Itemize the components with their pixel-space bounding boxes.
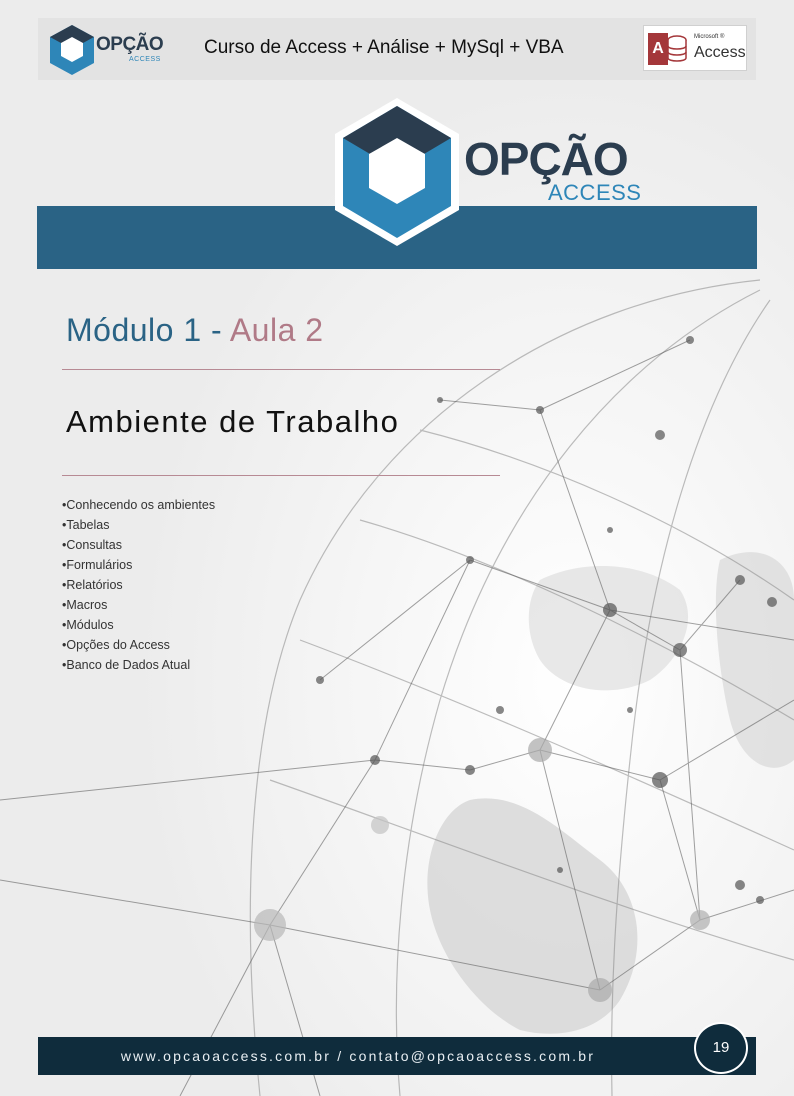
list-item: • Relatórios xyxy=(62,575,215,595)
list-item: • Módulos xyxy=(62,615,215,635)
list-item: • Formulários xyxy=(62,555,215,575)
header-bar xyxy=(38,18,756,80)
divider xyxy=(62,369,500,370)
list-item: • Opções do Access xyxy=(62,635,215,655)
database-icon xyxy=(666,35,688,63)
page-number: 19 xyxy=(694,1022,748,1074)
list-item: • Macros xyxy=(62,595,215,615)
module-heading xyxy=(66,312,324,349)
course-title: Curso de Access + Análise + MySql + VBA xyxy=(204,37,564,58)
list-item: • Banco de Dados Atual xyxy=(62,655,215,675)
opcao-access-logo-icon xyxy=(46,23,98,77)
footer-bar xyxy=(38,1037,756,1075)
lesson-title: Ambiente de Trabalho xyxy=(66,404,400,439)
list-item: • Conhecendo os ambientes xyxy=(62,495,215,515)
module-label: Módulo 1 - xyxy=(66,312,230,348)
footer-contact: www.opcaoaccess.com.br / contato@opcaoaccess.com.br xyxy=(120,1048,596,1064)
list-item: • Consultas xyxy=(62,535,215,555)
access-badge-product: Access xyxy=(694,44,746,61)
access-badge-vendor: Microsoft ® xyxy=(694,34,725,40)
header-brand-name: OPÇÃO xyxy=(96,34,164,55)
ms-access-badge xyxy=(643,25,747,71)
access-logo-icon: A xyxy=(648,33,668,65)
opcao-access-hero-logo-icon xyxy=(335,98,459,248)
header-brand-subtitle: ACCESS xyxy=(129,56,161,63)
divider xyxy=(62,475,500,476)
lesson-label: Aula 2 xyxy=(229,312,324,348)
topic-list xyxy=(62,495,215,675)
hero-brand-subtitle: ACCESS xyxy=(548,180,642,205)
hero-brand-name: OPÇÃO xyxy=(464,133,628,185)
list-item: • Tabelas xyxy=(62,515,215,535)
